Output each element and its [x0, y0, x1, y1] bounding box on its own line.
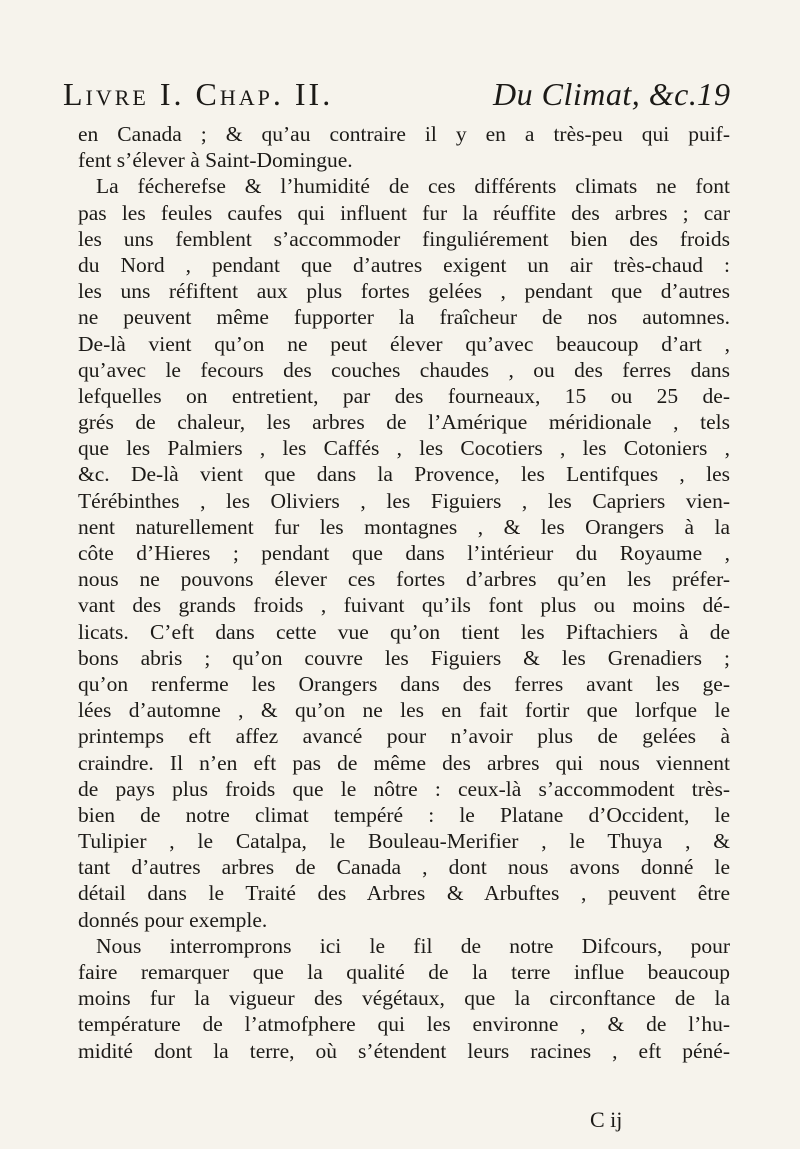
- chapter-reference: Livre I. Chap. II.: [63, 76, 334, 112]
- running-head: [63, 72, 731, 116]
- text-line: de pays plus froids que le nôtre : ceux-là s’accommodent très-: [78, 776, 730, 801]
- text-line: licats. C’eft dans cette vue qu’on tient les Piftachiers à de: [78, 619, 730, 644]
- text-line: moins fur la vigueur des végétaux, que la circonftance de la: [78, 986, 730, 1011]
- text-line: bien de notre climat tempéré : le Platane d’Occident, le: [78, 802, 730, 827]
- text-line: lées d’automne , & qu’on ne les en fait fortir que lorfque le: [78, 698, 730, 723]
- text-line: en Canada ; & qu’au contraire il y en a très-peu qui puif-: [78, 122, 730, 146]
- text-line: du Nord , pendant que d’autres exigent un air très-chaud :: [78, 252, 730, 277]
- text-line: printemps eft affez avancé pour n’avoir plus de gelées à: [78, 724, 730, 749]
- text-line: Térébinthes , les Oliviers , les Figuiers , les Capriers vien-: [78, 488, 730, 513]
- text-line: midité dont la terre, où s’étendent leurs racines , eft péné-: [78, 1038, 730, 1063]
- text-line: craindre. Il n’en eft pas de même des arbres qui nous viennent: [78, 750, 730, 775]
- text-line: qu’on renferme les Orangers dans des ferres avant les ge-: [78, 671, 730, 696]
- text-line: tant d’autres arbres de Canada , dont nous avons donné le: [78, 855, 730, 880]
- text-line: La fécherefse & l’humidité de ces différents climats ne font: [96, 174, 730, 199]
- text-line: détail dans le Traité des Arbres & Arbuftes , peuvent être: [78, 881, 730, 906]
- text-line: &c. De-là vient que dans la Provence, les Lentifques , les: [78, 462, 730, 487]
- chapter-title: Du Climat, &c.: [493, 76, 698, 112]
- page-number: 19: [697, 76, 731, 112]
- text-line: côte d’Hieres ; pendant que dans l’intérieur du Royaume ,: [78, 541, 730, 565]
- body-text: [78, 121, 730, 1064]
- text-line: les uns femblent s’accommoder finguliérement bien des froids: [78, 226, 730, 251]
- signature-mark: C ij: [590, 1107, 623, 1132]
- text-line: Tulipier , le Catalpa, le Bouleau-Merifier , le Thuya , &: [78, 829, 730, 854]
- text-line: qu’avec le fecours des couches chaudes , ou des ferres dans: [78, 357, 730, 382]
- text-line: nent naturellement fur les montagnes , & les Orangers à la: [78, 514, 730, 539]
- text-line: bons abris ; qu’on couvre les Figuiers & les Grenadiers ;: [78, 645, 730, 670]
- text-line: faire remarquer que la qualité de la terre influe beaucoup: [78, 960, 730, 984]
- text-line: grés de chaleur, les arbres de l’Amérique méridionale , tels: [78, 410, 730, 435]
- text-line: lefquelles on entretient, par des fourneaux, 15 ou 25 de-: [78, 383, 730, 408]
- text-line: les uns réfiftent aux plus fortes gelées , pendant que d’autres: [78, 279, 730, 304]
- text-line: vant des grands froids , fuivant qu’ils font plus ou moins dé-: [78, 593, 730, 618]
- text-line: Nous interromprons ici le fil de notre Difcours, pour: [96, 933, 730, 958]
- text-line: De-là vient qu’on ne peut élever qu’avec beaucoup d’art ,: [78, 331, 730, 356]
- text-line: température de l’atmofphere qui les environne , & de l’hu-: [78, 1012, 730, 1037]
- text-line: que les Palmiers , les Caffés , les Cocotiers , les Cotoniers ,: [78, 436, 730, 461]
- text-line: ne peuvent même fupporter la fraîcheur de nos automnes.: [78, 305, 730, 330]
- text-line: donnés pour exemple.: [78, 907, 268, 932]
- text-line: fent s’élever à Saint-Domingue.: [78, 148, 353, 173]
- text-line: pas les feules caufes qui influent fur la réuffite des arbres ; car: [78, 200, 730, 225]
- text-line: nous ne pouvons élever ces fortes d’arbres qu’en les préfer-: [78, 567, 730, 592]
